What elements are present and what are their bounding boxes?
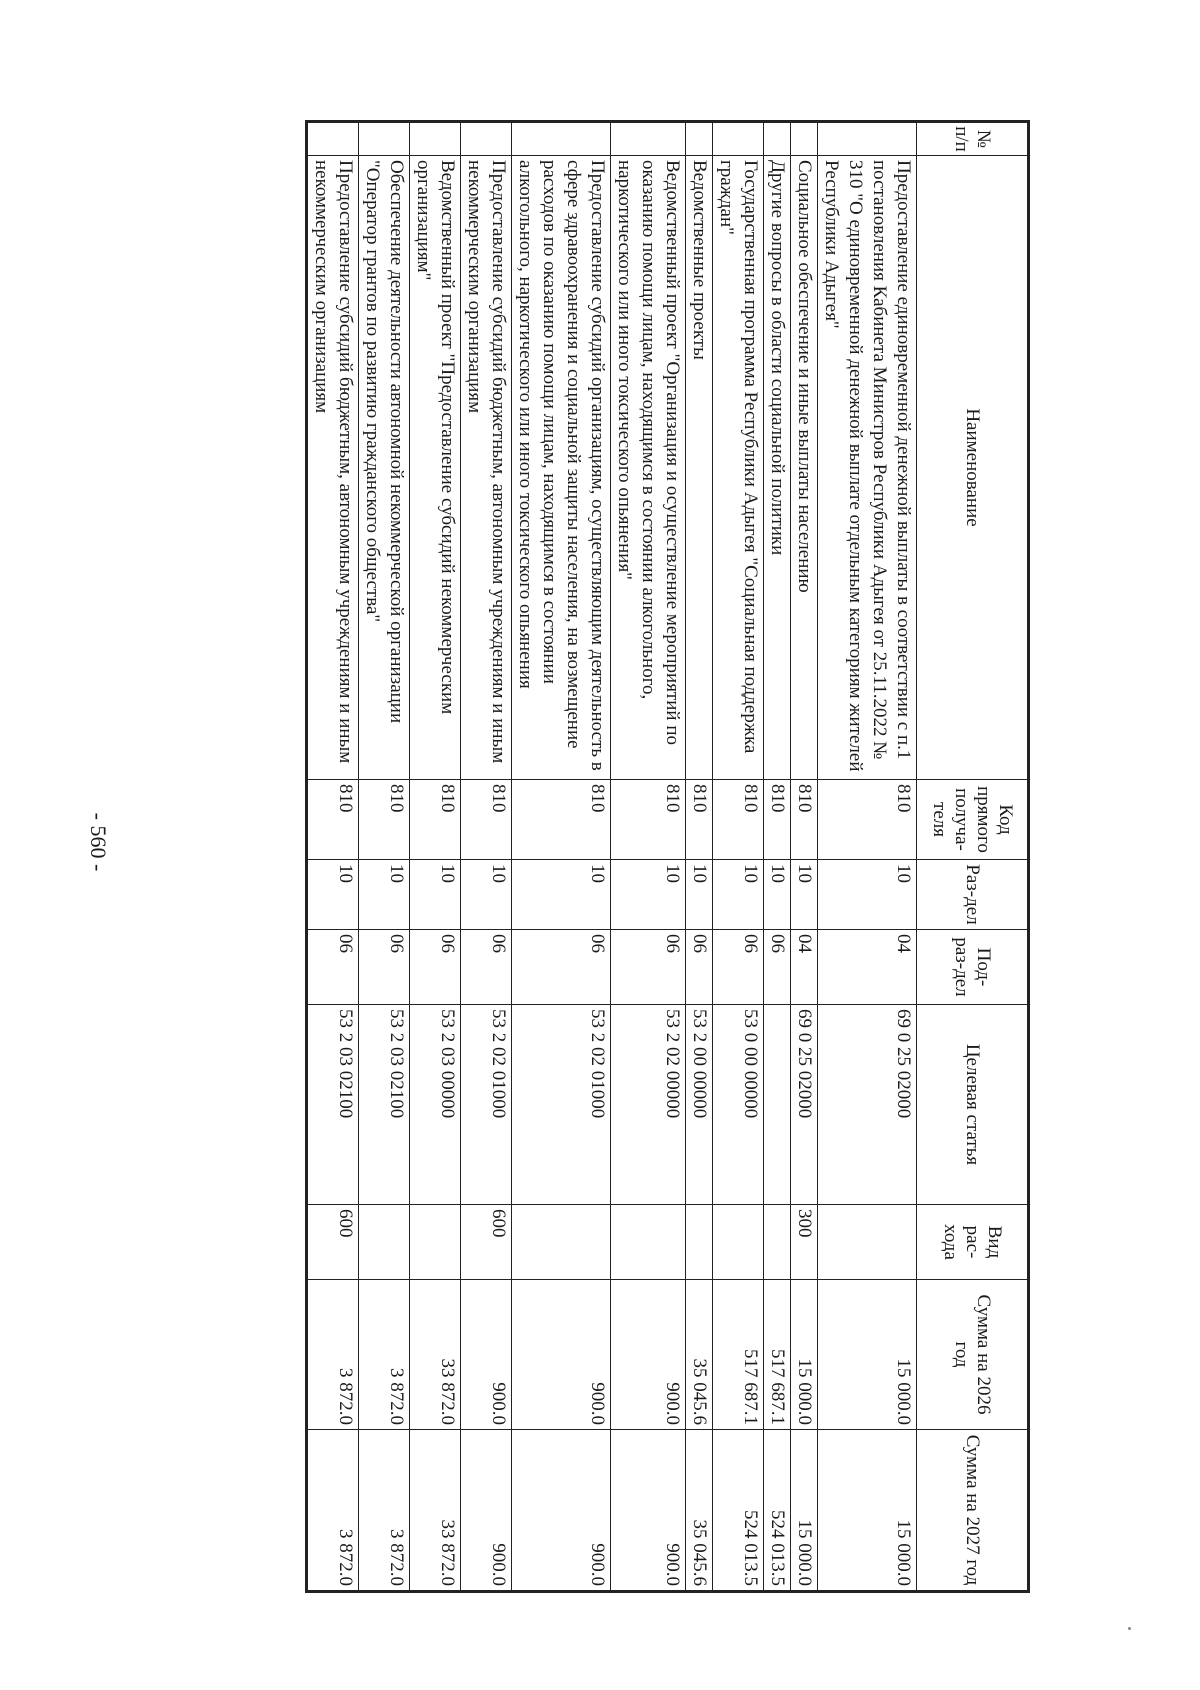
- cell-code: 810: [791, 780, 818, 860]
- cell-sum2027: 3 872.0: [359, 1430, 410, 1592]
- cell-sum2026: 15 000.0: [818, 1280, 917, 1430]
- cell-num: [410, 122, 461, 156]
- cell-name: Ведомственные проекты: [686, 156, 713, 780]
- table-row: [764, 122, 791, 1592]
- table-row: [512, 122, 611, 1592]
- cell-name: Ведомственный проект "Предоставление субсидий некоммерческим организациям": [410, 156, 461, 780]
- cell-sum2026: 900.0: [461, 1280, 512, 1430]
- cell-razdel: 10: [818, 860, 917, 930]
- cell-celevaya: 53 2 03 00000: [410, 1005, 461, 1205]
- cell-podrazdel: 06: [307, 930, 359, 1005]
- cell-vid: [611, 1205, 686, 1280]
- cell-num: [512, 122, 611, 156]
- cell-sum2027: 15 000.0: [818, 1430, 917, 1592]
- cell-vid: [818, 1205, 917, 1280]
- cell-sum2026: 33 872.0: [410, 1280, 461, 1430]
- cell-razdel: 10: [764, 860, 791, 930]
- table-body: [307, 122, 917, 1592]
- cell-podrazdel: 06: [461, 930, 512, 1005]
- cell-sum2026: 900.0: [611, 1280, 686, 1430]
- cell-num: [713, 122, 764, 156]
- cell-podrazdel: 06: [410, 930, 461, 1005]
- cell-name: Предоставление субсидий организациям, осуществляющим деятельность в сфере здравоохранения и социальной защиты населения, на возмещение расходов по оказанию помощи лицам, находящимся в состоянии алкогольного, наркотического или иного токсического опьянения: [512, 156, 611, 780]
- cell-sum2027: 900.0: [512, 1430, 611, 1592]
- table-row: [818, 122, 917, 1592]
- cell-code: 810: [359, 780, 410, 860]
- cell-name: Другие вопросы в области социальной политики: [764, 156, 791, 780]
- cell-sum2026: 517 687.1: [713, 1280, 764, 1430]
- cell-celevaya: 69 0 25 02000: [791, 1005, 818, 1205]
- cell-sum2026: 15 000.0: [791, 1280, 818, 1430]
- cell-name: Предоставление субсидий бюджетным, автономным учреждениям и иным некоммерческим организациям: [461, 156, 512, 780]
- cell-vid: [359, 1205, 410, 1280]
- cell-vid: [686, 1205, 713, 1280]
- cell-vid: 600: [461, 1205, 512, 1280]
- cell-name: Предоставление субсидий бюджетным, автономным учреждениям и иным некоммерческим организациям: [307, 156, 359, 780]
- cell-name: Социальное обеспечение и иные выплаты населению: [791, 156, 818, 780]
- cell-razdel: 10: [307, 860, 359, 930]
- cell-vid: 300: [791, 1205, 818, 1280]
- cell-name: Предоставление единовременной денежной выплаты в соответствии с п.1 постановления Кабинета Министров Республики Адыгея от 25.11.2022 № 310 "О единовременной денежной выплате отдельным категориям жителей Республики Адыгея": [818, 156, 917, 780]
- cell-code: 810: [764, 780, 791, 860]
- cell-code: 810: [686, 780, 713, 860]
- header-num: № п/п: [917, 122, 1029, 156]
- cell-podrazdel: 06: [611, 930, 686, 1005]
- cell-name: Обеспечение деятельности автономной некоммерческой организации "Оператор грантов по развитию гражданского общества": [359, 156, 410, 780]
- header-sum2026: Сумма на 2026 год: [917, 1280, 1029, 1430]
- cell-code: 810: [512, 780, 611, 860]
- header-celevaya: Целевая статья: [917, 1005, 1029, 1205]
- cell-sum2026: 900.0: [512, 1280, 611, 1430]
- cell-code: 810: [461, 780, 512, 860]
- cell-celevaya: 53 2 03 02100: [359, 1005, 410, 1205]
- table-row: [713, 122, 764, 1592]
- cell-num: [461, 122, 512, 156]
- cell-sum2027: 35 045.6: [686, 1430, 713, 1592]
- cell-vid: [512, 1205, 611, 1280]
- cell-razdel: 10: [410, 860, 461, 930]
- cell-name: Ведомственный проект "Организация и осуществление мероприятий по оказанию помощи лицам, находящимся в состоянии алкогольного, наркотического или иного токсического опьянения": [611, 156, 686, 780]
- cell-sum2026: 517 687.1: [764, 1280, 791, 1430]
- cell-sum2026: 3 872.0: [307, 1280, 359, 1430]
- cell-razdel: 10: [611, 860, 686, 930]
- cell-podrazdel: 06: [512, 930, 611, 1005]
- cell-num: [307, 122, 359, 156]
- cell-num: [359, 122, 410, 156]
- cell-code: 810: [713, 780, 764, 860]
- cell-podrazdel: 06: [713, 930, 764, 1005]
- cell-celevaya: 53 2 02 00000: [611, 1005, 686, 1205]
- page-number: - 560 -: [86, 812, 111, 872]
- cell-razdel: 10: [791, 860, 818, 930]
- cell-sum2027: 524 013.5: [764, 1430, 791, 1592]
- cell-sum2027: 900.0: [461, 1430, 512, 1592]
- cell-sum2027: 15 000.0: [791, 1430, 818, 1592]
- cell-razdel: 10: [686, 860, 713, 930]
- cell-code: 810: [611, 780, 686, 860]
- cell-razdel: 10: [461, 860, 512, 930]
- cell-sum2027: 3 872.0: [307, 1430, 359, 1592]
- cell-razdel: 10: [713, 860, 764, 930]
- cell-celevaya: 53 2 03 02100: [307, 1005, 359, 1205]
- cell-celevaya: [764, 1005, 791, 1205]
- budget-table: [305, 120, 1030, 1593]
- header-podrazdel: Под-раз-дел: [917, 930, 1029, 1005]
- table-row: [359, 122, 410, 1592]
- cell-num: [791, 122, 818, 156]
- cell-celevaya: 53 0 00 00000: [713, 1005, 764, 1205]
- cell-num: [686, 122, 713, 156]
- cell-sum2026: 35 045.6: [686, 1280, 713, 1430]
- cell-sum2027: 900.0: [611, 1430, 686, 1592]
- cell-celevaya: 69 0 25 02000: [818, 1005, 917, 1205]
- cell-name: Государственная программа Республики Адыгея "Социальная поддержка граждан": [713, 156, 764, 780]
- table-row: [611, 122, 686, 1592]
- cell-sum2027: 524 013.5: [713, 1430, 764, 1592]
- cell-podrazdel: 04: [818, 930, 917, 1005]
- cell-vid: 600: [307, 1205, 359, 1280]
- table-row: [791, 122, 818, 1592]
- cell-vid: [764, 1205, 791, 1280]
- cell-razdel: 10: [512, 860, 611, 930]
- header-code: Код прямого получа-теля: [917, 780, 1029, 860]
- table-header-row: [917, 122, 1029, 1592]
- cell-code: 810: [818, 780, 917, 860]
- table-row: [686, 122, 713, 1592]
- cell-razdel: 10: [359, 860, 410, 930]
- cell-celevaya: 53 2 02 01000: [512, 1005, 611, 1205]
- cell-sum2027: 33 872.0: [410, 1430, 461, 1592]
- table-row: [307, 122, 359, 1592]
- cell-vid: [410, 1205, 461, 1280]
- table-row: [410, 122, 461, 1592]
- cell-num: [818, 122, 917, 156]
- header-vid: Вид рас-хода: [917, 1205, 1029, 1280]
- cell-podrazdel: 06: [686, 930, 713, 1005]
- cell-podrazdel: 06: [764, 930, 791, 1005]
- cell-num: [764, 122, 791, 156]
- table-rotator: [115, 120, 1030, 1590]
- cell-celevaya: 53 2 02 01000: [461, 1005, 512, 1205]
- scan-speck: [1128, 1627, 1131, 1630]
- cell-vid: [713, 1205, 764, 1280]
- header-sum2027: Сумма на 2027 год: [917, 1430, 1029, 1592]
- cell-celevaya: 53 2 00 00000: [686, 1005, 713, 1205]
- header-razdel: Раз-дел: [917, 860, 1029, 930]
- cell-code: 810: [410, 780, 461, 860]
- cell-code: 810: [307, 780, 359, 860]
- header-name: Наименование: [917, 156, 1029, 780]
- cell-sum2026: 3 872.0: [359, 1280, 410, 1430]
- cell-num: [611, 122, 686, 156]
- table-row: [461, 122, 512, 1592]
- cell-podrazdel: 06: [359, 930, 410, 1005]
- cell-podrazdel: 04: [791, 930, 818, 1005]
